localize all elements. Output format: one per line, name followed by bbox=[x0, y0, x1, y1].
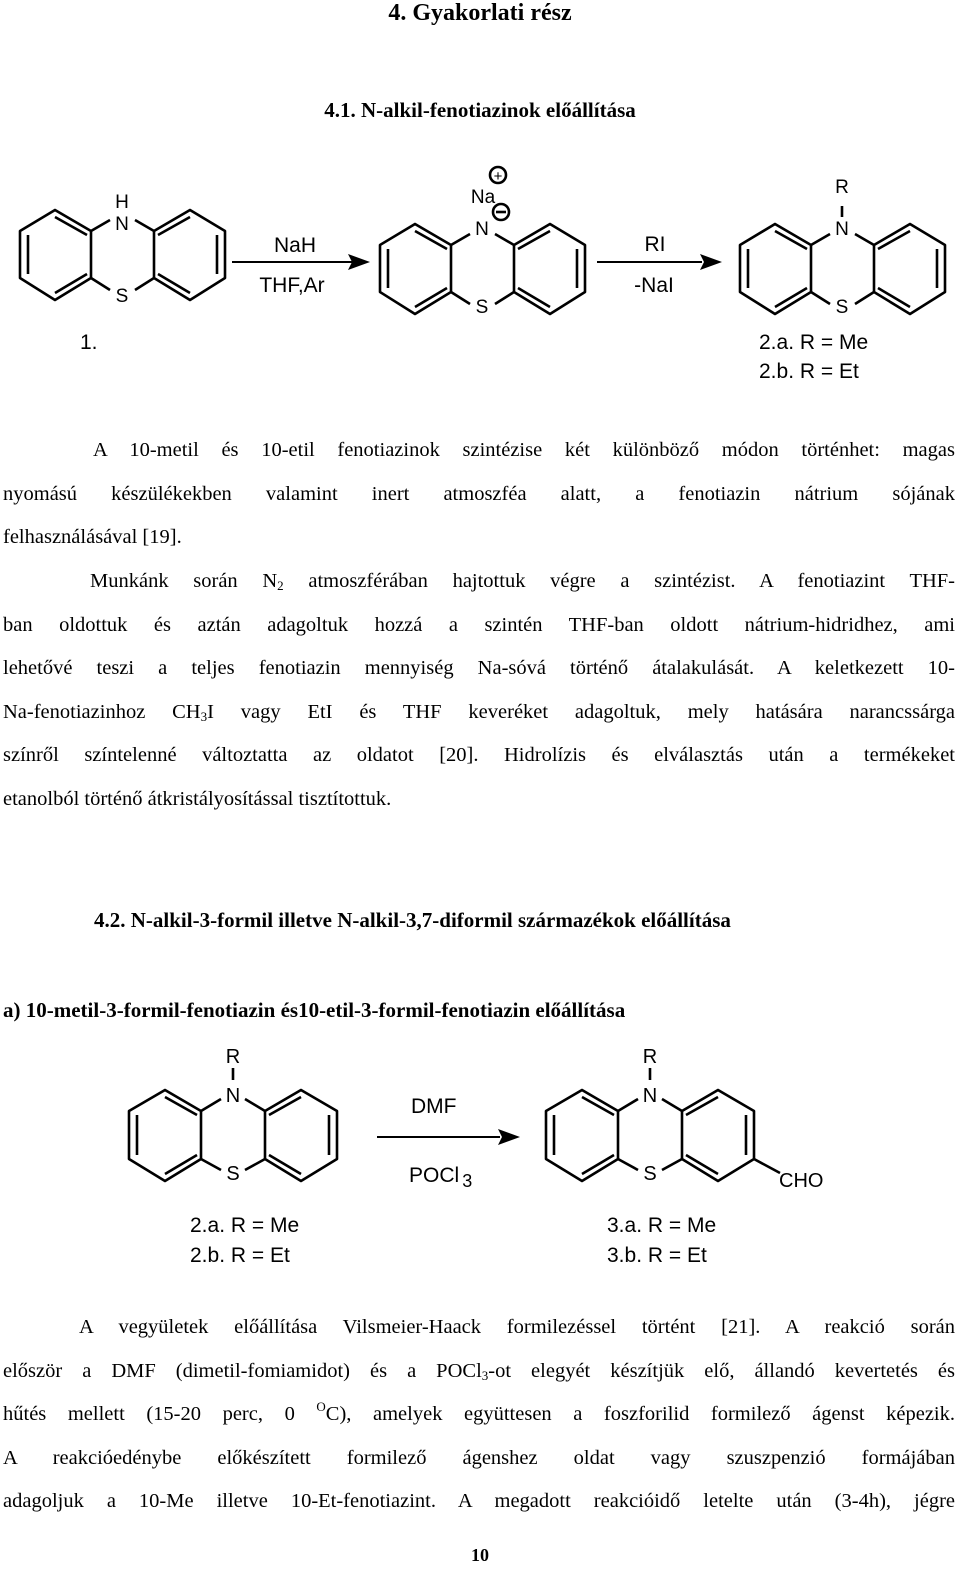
reaction-scheme-2 bbox=[0, 1035, 960, 1275]
functional-group-label: CHO bbox=[779, 1170, 824, 1192]
compound-label: 2.b. R = Et bbox=[190, 1244, 290, 1267]
atom-label: Na bbox=[470, 187, 496, 208]
text-line: hűtés mellett (15-20 perc, 0 $^O$C), amelyek együttesen a foszforilid formilező ágenst képezik. bbox=[3, 1399, 955, 1425]
benzene-ring bbox=[265, 1090, 337, 1181]
atom-label: R bbox=[225, 1046, 241, 1068]
reagent-label: RI bbox=[644, 233, 666, 256]
compound-label: 3.a. R = Me bbox=[607, 1214, 717, 1237]
atom-label: S bbox=[226, 1163, 240, 1185]
atom-label: H bbox=[115, 192, 129, 213]
subsection-title-a: a) 10-metil-3-formil-fenotiazin és10-etil-3-formil-fenotiazin előállítása bbox=[3, 998, 626, 1022]
atom-label: S bbox=[643, 1163, 657, 1185]
benzene-ring bbox=[20, 210, 91, 300]
paragraph-synthesis bbox=[3, 560, 955, 821]
atom-label: S bbox=[115, 286, 129, 307]
text-line: A vegyületek előállítása Vilsmeier-Haack formilezéssel történt [21]. A reakció során bbox=[79, 1316, 955, 1338]
text-line: ban oldottuk és aztán adagoltuk hozzá a szintén THF-ban oldott nátrium-hidridhez, ami bbox=[3, 613, 955, 636]
benzene-ring bbox=[740, 224, 811, 314]
compound-label: 2.a. R = Me bbox=[759, 331, 869, 354]
compound-label: 2.a. R = Me bbox=[190, 1214, 300, 1237]
compound-label: 1. bbox=[80, 331, 98, 354]
reagent-label: NaH bbox=[273, 234, 317, 257]
atom-label: R bbox=[835, 177, 849, 198]
text-line: felhasználásával [19]. bbox=[3, 526, 182, 548]
reagent-label: THF,Ar bbox=[259, 274, 325, 297]
benzene-ring bbox=[874, 224, 945, 314]
paragraph-intro bbox=[3, 429, 955, 560]
text-line: adagoljuk a 10-Me illetve 10-Et-fenotiazint. A megadott reakcióidő letelte után (3-4h), jégre bbox=[3, 1490, 955, 1512]
arrowhead-icon bbox=[700, 254, 722, 270]
page-number: 10 bbox=[471, 1545, 489, 1565]
text-line: etanolból történő átkristályosítással tisztítottuk. bbox=[3, 787, 392, 810]
text-line: nyomású készülékekben valamint inert atmoszféa alatt, a fenotiazin nátrium sójának bbox=[3, 482, 955, 505]
text-line: A 10-metil és 10-etil fenotiazinok szintézise két különböző módon történhet: magas bbox=[93, 439, 955, 461]
arrowhead-icon bbox=[498, 1129, 520, 1145]
reagent-label: DMF bbox=[411, 1095, 457, 1118]
atom-label: S bbox=[475, 297, 489, 318]
benzene-ring bbox=[514, 224, 585, 314]
text-line: Munkánk során $N_2$ atmoszférában hajtottuk végre a szintézist. A fenotiazint THF- bbox=[90, 570, 955, 593]
benzene-ring bbox=[546, 1090, 618, 1181]
atom-label: S bbox=[835, 297, 849, 318]
reagent-label: POCl 3 bbox=[409, 1164, 473, 1191]
atom-label: N bbox=[642, 1085, 658, 1107]
compound-label: 2.b. R = Et bbox=[759, 360, 859, 383]
benzene-ring bbox=[682, 1090, 754, 1181]
text-line: A reakcióedénybe előkészített formilező ágenshez oldat vagy szuszpenzió formájában bbox=[3, 1446, 955, 1469]
subsection-title-1: 4.1. N-alkil-fenotiazinok előállítása bbox=[324, 98, 636, 122]
plus-sign: + bbox=[493, 168, 503, 185]
text-line: először a DMF (dimetil-fomiamidot) és a POCl$_3$-ot elegyét készítjük elő, állandó kevertetés és bbox=[3, 1359, 955, 1383]
atom-label: N bbox=[115, 214, 129, 235]
atom-label: N bbox=[475, 219, 489, 240]
text-line: színről színtelenné változtatta az oldatot [20]. Hidrolízis és elválasztás után a termékeket bbox=[3, 744, 955, 766]
benzene-ring bbox=[129, 1090, 201, 1181]
compound-label: 3.b. R = Et bbox=[607, 1244, 707, 1267]
text-line: lehetővé teszi a teljes fenotiazin mennyiség Na-sóvá történő átalakulását. A keletkezett 10- bbox=[3, 657, 955, 679]
subsection-title-2: 4.2. N-alkil-3-formil illetve N-alkil-3,7-diformil származékok előállítása bbox=[94, 908, 731, 932]
atom-label: R bbox=[642, 1046, 658, 1068]
atom-label: N bbox=[225, 1085, 241, 1107]
reagent-label: -NaI bbox=[634, 274, 674, 297]
reaction-scheme-1 bbox=[0, 160, 960, 390]
benzene-ring bbox=[380, 224, 451, 314]
atom-label: N bbox=[835, 219, 849, 240]
benzene-ring bbox=[154, 210, 225, 300]
paragraph-vilsmeier bbox=[3, 1306, 955, 1524]
section-title: 4. Gyakorlati rész bbox=[388, 0, 572, 26]
text-line: Na-fenotiazinhoz $CH_3I$ vagy EtI és THF keveréket adagoltuk, mely hatására narancssárga bbox=[3, 700, 955, 724]
